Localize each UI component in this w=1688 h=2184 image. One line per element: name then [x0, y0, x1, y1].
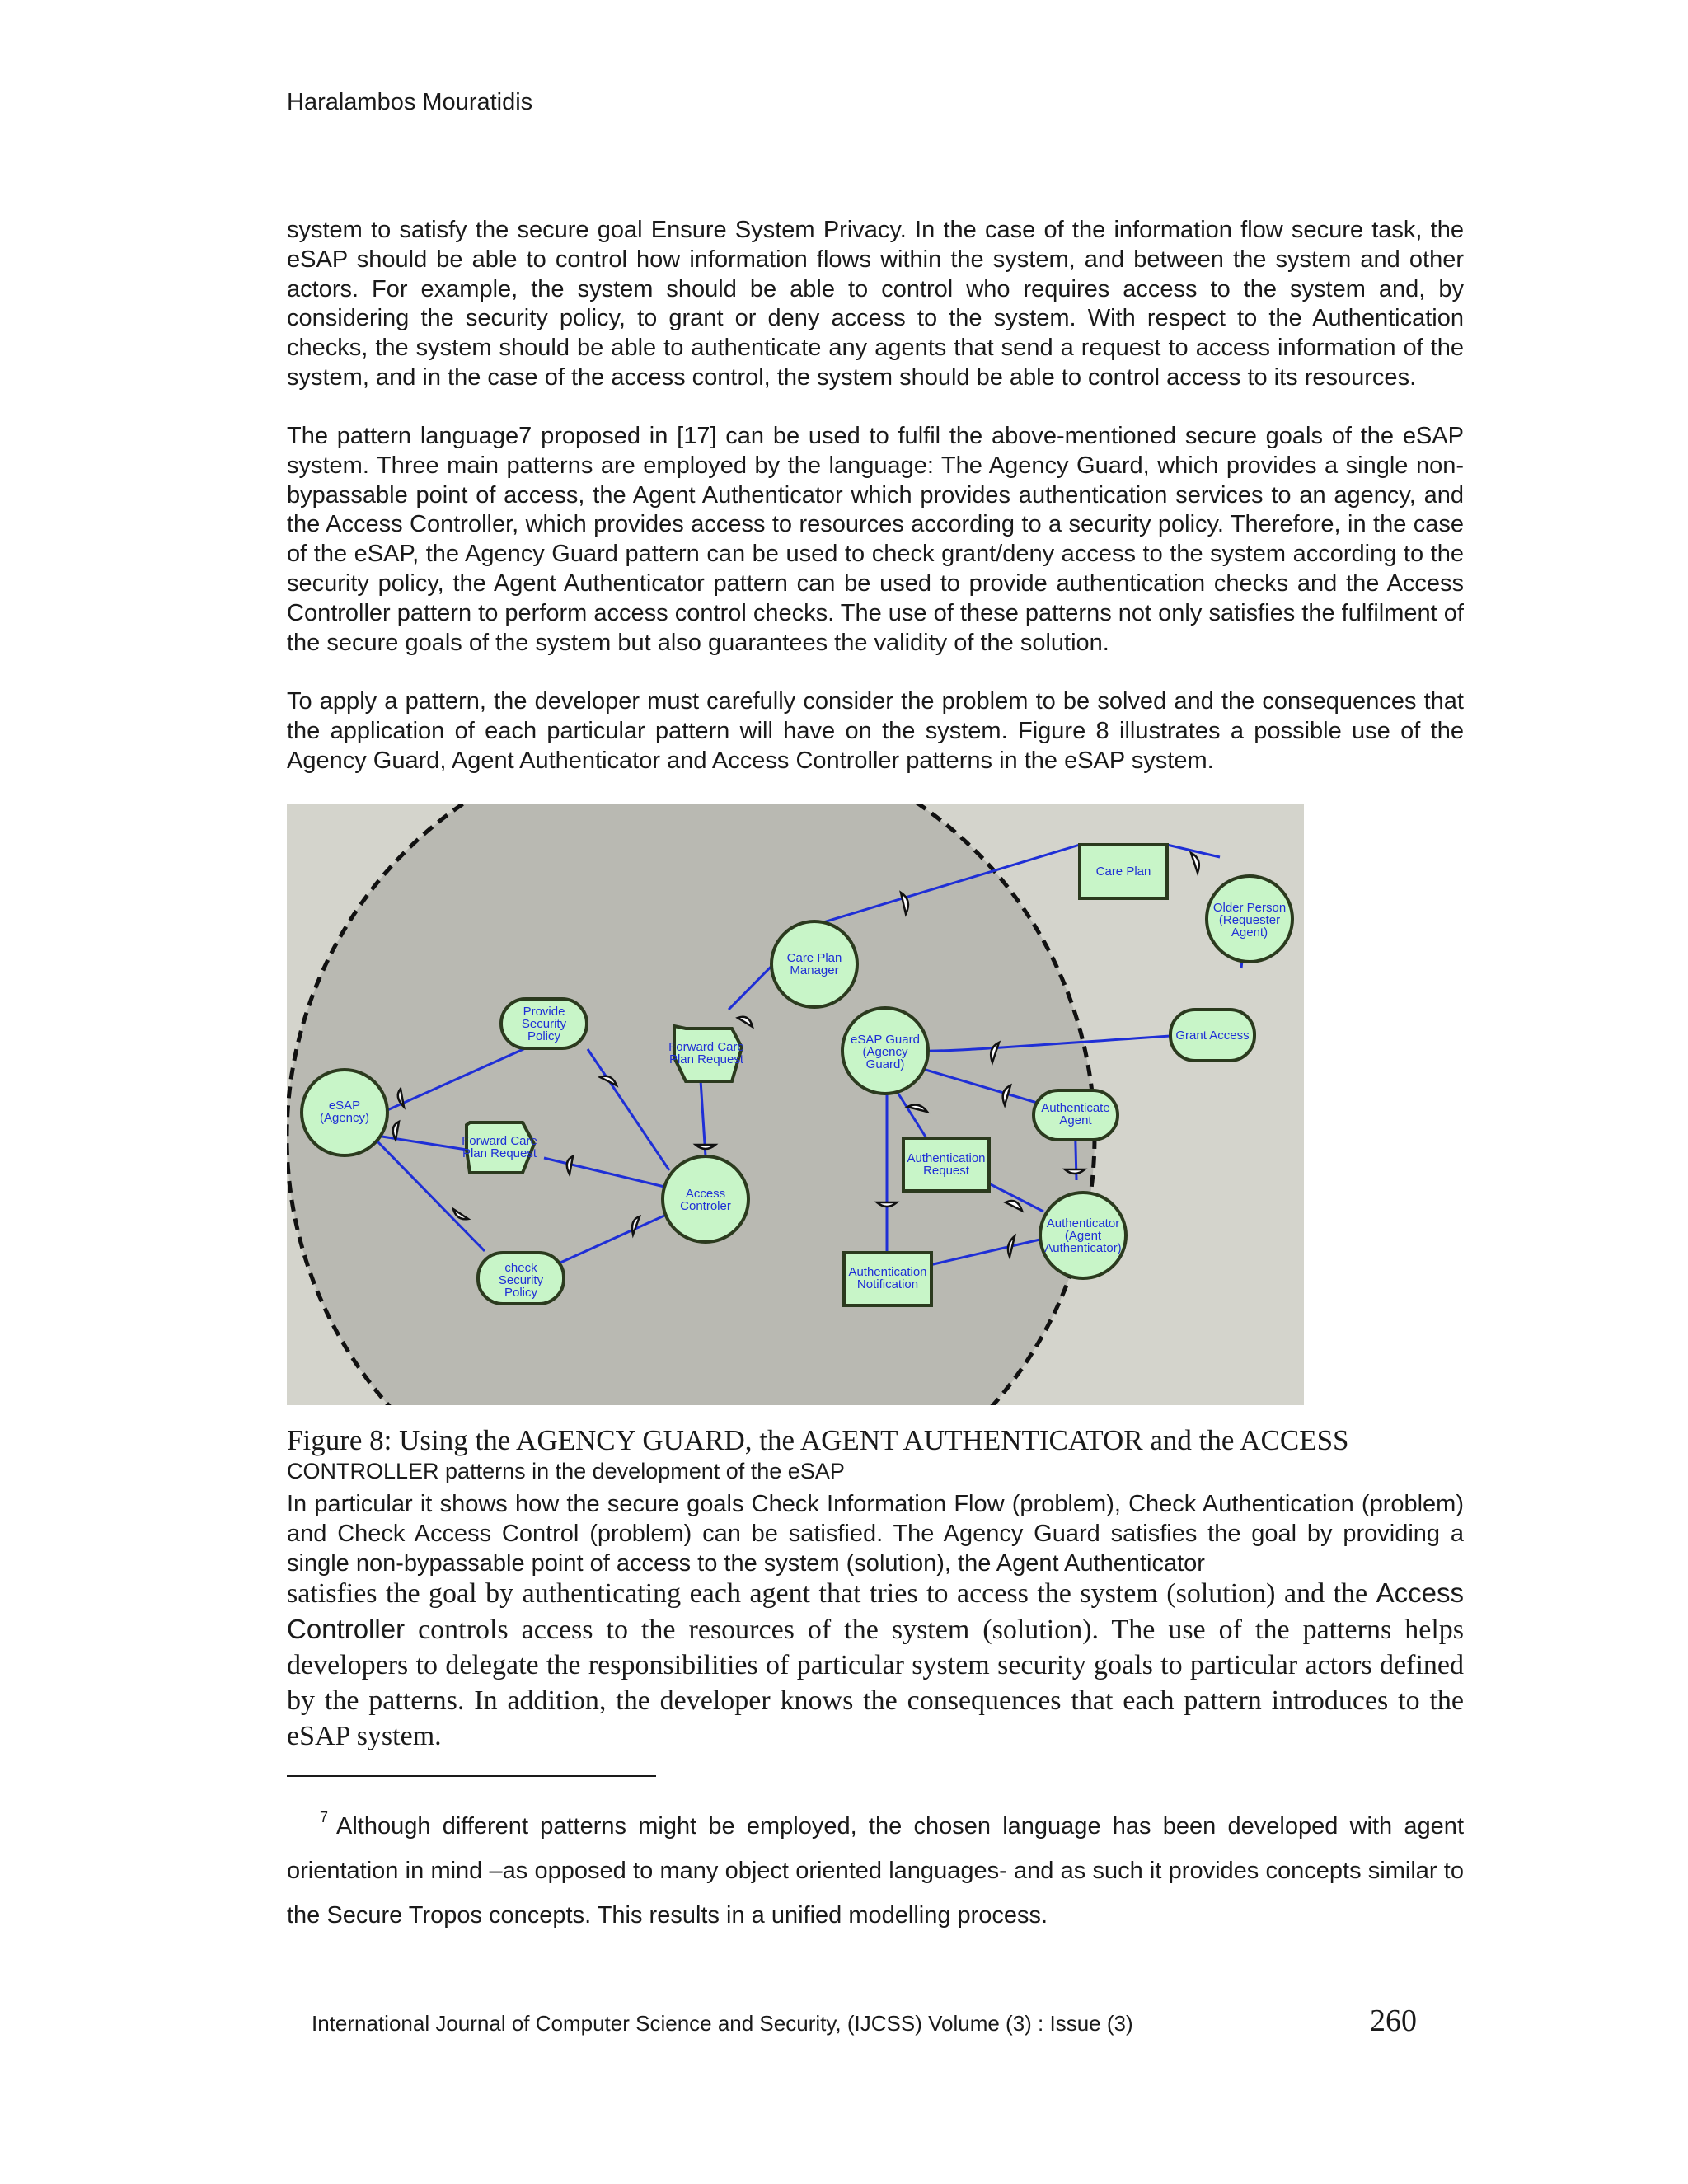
- body-paragraph-4: In particular it shows how the secure goals Check Information Flow (problem), Check Authentication (problem) and Check Access Control (problem) can be satisfied. The Agency Guard satisfies the goal by providing a single non-bypassable point of access to the system (solution), the Agent Authenticator: [287, 1491, 1464, 1577]
- label-authenticator: Authenticator (Agent Authenticator): [1044, 1216, 1122, 1255]
- page-number: 260: [1370, 2004, 1417, 2038]
- label-authentication-notification: Authentication Notification: [848, 1265, 927, 1291]
- label-grant-access: Grant Access: [1175, 1029, 1250, 1043]
- label-care-plan-manager: Care Plan Manager: [786, 951, 842, 977]
- label-care-plan: Care Plan: [1095, 865, 1151, 879]
- footnote-marker: 7: [320, 1809, 329, 1825]
- label-forward-care-plan-request-1: Forward Care Plan Request: [668, 1040, 744, 1066]
- body-paragraph-3: To apply a pattern, the developer must carefully consider the problem to be solved and the consequences that the application of each particular pattern will have on the system. Figure 8 illustrates a possible use of the Agency Guard, Agent Authenticator and Access Controller patterns in the eSAP system.: [287, 688, 1464, 774]
- figure-8-diagram: [287, 804, 1304, 1405]
- label-esap-guard: eSAP Guard (Agency Guard): [851, 1033, 920, 1071]
- label-esap-agency: eSAP (Agency): [319, 1099, 370, 1125]
- figure-8-svg: [287, 804, 1304, 1405]
- running-header-author: Haralambos Mouratidis: [287, 89, 533, 115]
- label-authenticate-agent: Authenticate Agent: [1041, 1101, 1110, 1127]
- footnote-separator: [287, 1775, 656, 1777]
- figure-caption-line-2: CONTROLLER patterns in the development of the eSAP: [287, 1459, 845, 1483]
- body-paragraph-5: [287, 1575, 1464, 1754]
- footnote-text: Although different patterns might be employed, the chosen language has been developed with agent orientation in mind –as opposed to many object oriented languages- and as such it provides concepts similar to the Secure Tropos concepts. This results in a unified modelling process.: [287, 1813, 1464, 1929]
- paragraph-5-part-c: controls access to the resources of the system (solution). The use of the patterns helps developers to delegate the responsibilities of particular system security goals to particular actors defined by the patterns. In addition, the developer knows the consequences that each pattern introduces to the eSAP system.: [287, 1615, 1464, 1751]
- paragraph-5-access-controller: Access Controller: [287, 1577, 1464, 1644]
- body-paragraph-1: system to satisfy the secure goal Ensure System Privacy. In the case of the information flow secure task, the eSAP should be able to control how information flows within the system, and between the system and other actors. For example, the system should be able to control who requires access to the system and, by considering the security policy, to grant or deny access to the system. With respect to the Authentication checks, the system should be able to authenticate any agents that send a request to access information of the system, and in the case of the access control, the system should be able to control access to its resources.: [287, 217, 1464, 391]
- label-forward-care-plan-request-2: Forward Care Plan Request: [462, 1134, 537, 1160]
- footnote-7: [287, 1795, 1464, 1938]
- label-older-person: Older Person (Requester Agent): [1212, 901, 1287, 940]
- figure-caption-line-1: Figure 8: Using the AGENCY GUARD, the AGENT AUTHENTICATOR and the ACCESS: [287, 1424, 1349, 1456]
- body-paragraph-2: The pattern language7 proposed in [17] can be used to fulfil the above-mentioned secure goals of the eSAP system. Three main patterns are employed by the language: The Agency Guard, which provides a single non-bypassable point of access, the Agent Authenticator which provides authentication services to an agency, and the Access Controller, which provides access to resources according to a security policy. Therefore, in the case of the eSAP, the Agency Guard pattern can be used to check grant/deny access to the system according to the security policy, the Agent Authenticator pattern can be used to provide authentication checks and the Access Controller pattern to perform access control checks. The use of these patterns not only satisfies the fulfilment of the secure goals of the system but also guarantees the validity of the solution.: [287, 423, 1464, 656]
- label-authentication-request: Authentication Request: [907, 1151, 986, 1178]
- label-access-controler: Access Controler: [680, 1187, 731, 1213]
- agency-boundary: [287, 804, 1095, 1405]
- label-provide-security-policy: Provide Security Policy: [521, 1005, 567, 1043]
- footer-journal: International Journal of Computer Science and Security, (IJCSS) Volume (3) : Issue (3): [312, 2011, 1133, 2036]
- label-check-security-policy: check Security Policy: [498, 1261, 544, 1300]
- paragraph-5-part-a: satisfies the goal by authenticating each agent that tries to access the system (solution) and the: [287, 1578, 1376, 1609]
